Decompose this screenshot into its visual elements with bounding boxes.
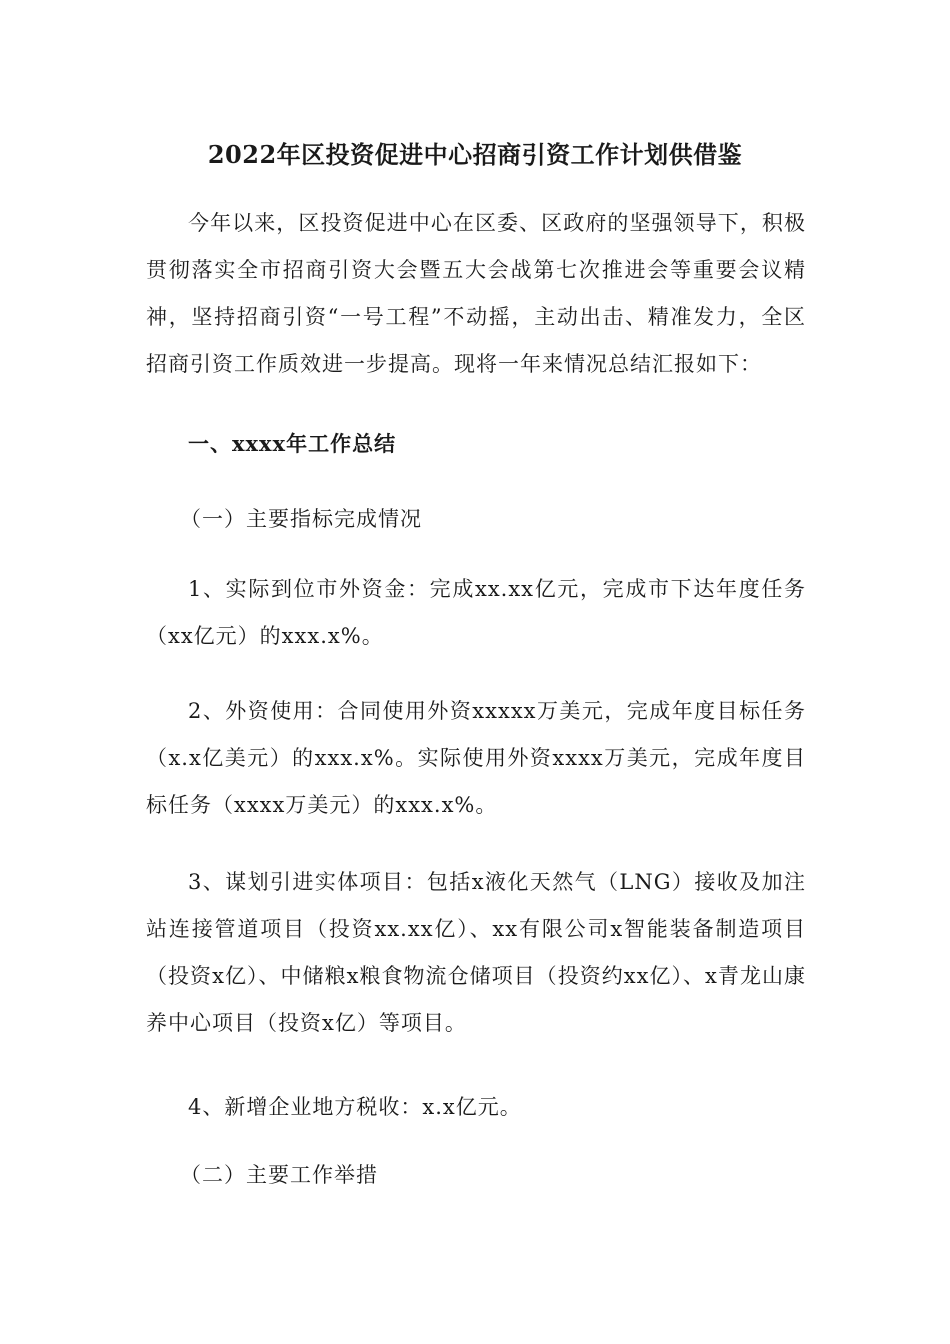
intro-paragraph: 今年以来，区投资促进中心在区委、区政府的坚强领导下，积极贯彻落实全市招商引资大会暨五大会战第七次推进会等重要会议精神，坚持招商引资“一号工程”不动摇，主动出击、精准发力，全区招商引资工作质效进一步提高。现将一年来情况总结汇报如下： (146, 211, 806, 376)
section-heading-summary: 一、xxxx年工作总结 (188, 431, 397, 456)
list-item-tax: 4、新增企业地方税收：x.x亿元。 (188, 1095, 522, 1119)
document-title: 2022年区投资促进中心招商引资工作计划供借鉴 (207, 140, 743, 169)
subsection-heading-indicators: （一）主要指标完成情况 (180, 507, 422, 531)
list-item-foreign-capital: 2、外资使用：合同使用外资xxxxx万美元，完成年度目标任务（x.x亿美元）的xxx.x%。实际使用外资xxxx万美元，完成年度目标任务（xxxx万美元）的xxx.x%。 (146, 699, 806, 817)
subsection-heading-measures: （二）主要工作举措 (180, 1163, 378, 1187)
list-item-funds: 1、实际到位市外资金：完成xx.xx亿元，完成市下达年度任务（xx亿元）的xxx.x%。 (146, 577, 806, 648)
list-item-projects: 3、谋划引进实体项目：包括x液化天然气（LNG）接收及加注站连接管道项目（投资xx.xx亿）、xx有限公司x智能装备制造项目（投资x亿）、中储粮x粮食物流仓储项目（投资约xx亿）、x青龙山康养中心项目（投资x亿）等项目。 (146, 870, 806, 1035)
